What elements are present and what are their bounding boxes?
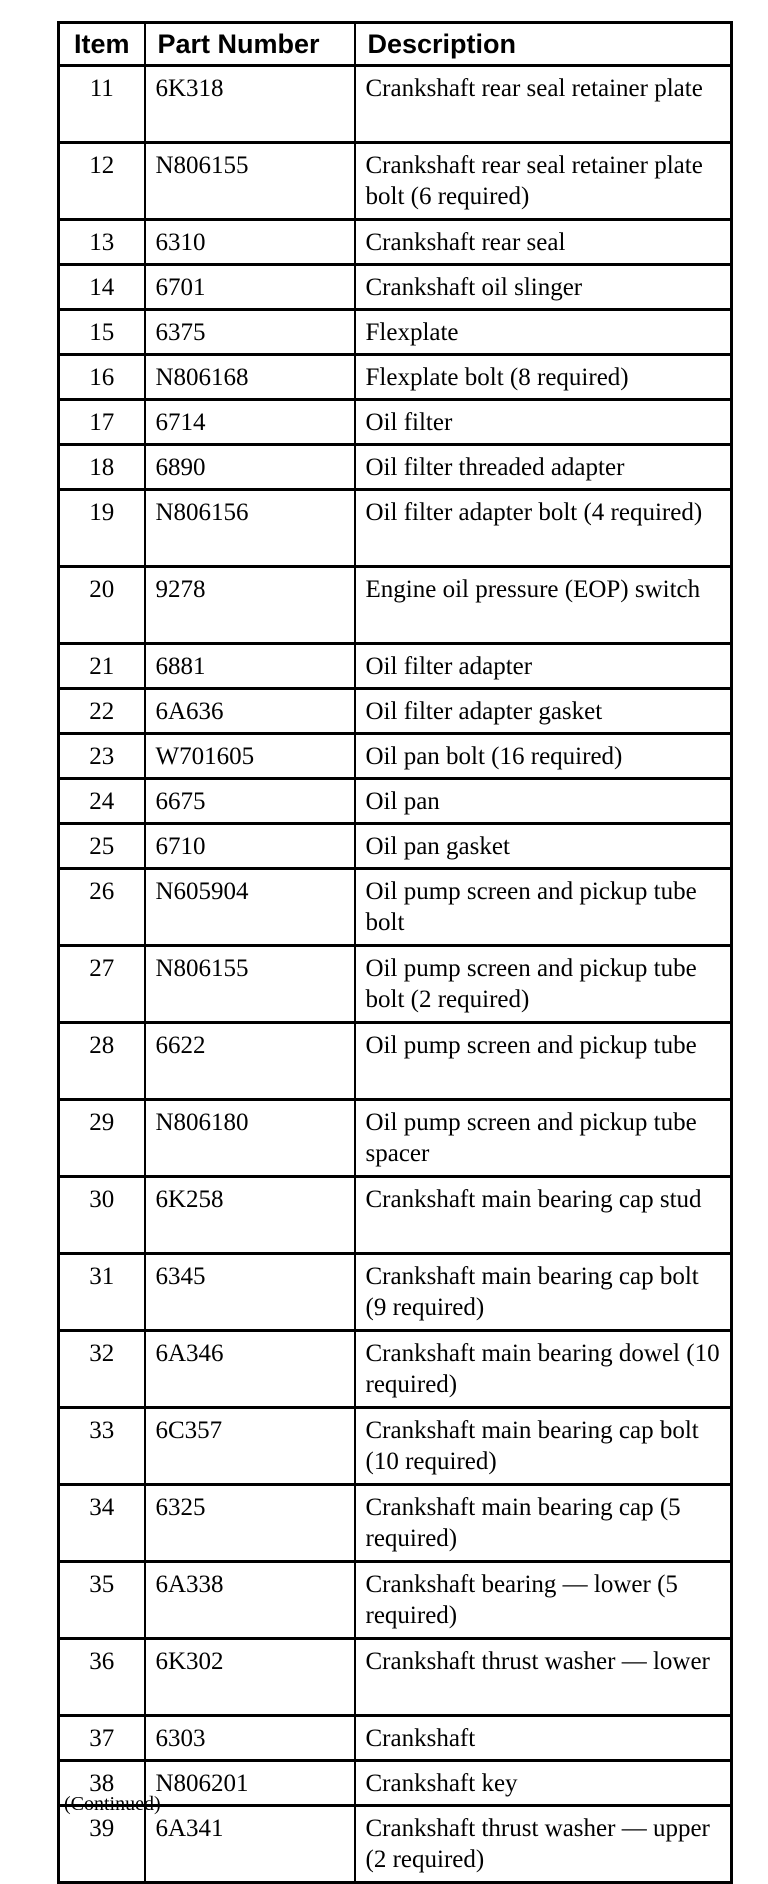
description-cell: Crankshaft oil slinger [355, 265, 732, 310]
table-header-row [59, 23, 732, 66]
description-cell: Crankshaft main bearing cap bolt (9 required) [355, 1254, 732, 1331]
description-cell: Crankshaft bearing — lower (5 required) [355, 1562, 732, 1639]
table-row [59, 1254, 732, 1331]
item-cell: 29 [59, 1100, 145, 1177]
table-row [59, 1100, 732, 1177]
table-row [59, 445, 732, 490]
description-cell: Oil pan [355, 779, 732, 824]
table-row [59, 644, 732, 689]
item-cell: 33 [59, 1408, 145, 1485]
item-cell: 18 [59, 445, 145, 490]
table-row [59, 1639, 732, 1716]
description-cell: Engine oil pressure (EOP) switch [355, 567, 732, 644]
part-number-cell: 6310 [145, 220, 355, 265]
item-cell: 24 [59, 779, 145, 824]
part-number-cell: 6A341 [145, 1806, 355, 1883]
parts-table [57, 21, 733, 1884]
description-cell: Crankshaft main bearing cap bolt (10 required) [355, 1408, 732, 1485]
table-row [59, 869, 732, 946]
item-cell: 26 [59, 869, 145, 946]
description-cell: Flexplate bolt (8 required) [355, 355, 732, 400]
item-cell: 22 [59, 689, 145, 734]
description-cell: Crankshaft rear seal [355, 220, 732, 265]
table-row [59, 779, 732, 824]
item-cell: 14 [59, 265, 145, 310]
table-row [59, 824, 732, 869]
part-number-cell: 6710 [145, 824, 355, 869]
part-number-cell: 6375 [145, 310, 355, 355]
table-row [59, 1562, 732, 1639]
item-cell: 25 [59, 824, 145, 869]
item-cell: 37 [59, 1716, 145, 1761]
part-number-cell: 6K258 [145, 1177, 355, 1254]
table-row [59, 567, 732, 644]
item-cell: 11 [59, 66, 145, 143]
table-row [59, 355, 732, 400]
item-cell: 28 [59, 1023, 145, 1100]
item-cell: 13 [59, 220, 145, 265]
item-cell: 38 [59, 1761, 145, 1806]
description-cell: Oil filter [355, 400, 732, 445]
table-row [59, 1331, 732, 1408]
part-number-cell: N806155 [145, 946, 355, 1023]
header-item: Item [59, 23, 145, 66]
table-row [59, 265, 732, 310]
item-cell: 39 [59, 1806, 145, 1883]
item-cell: 34 [59, 1485, 145, 1562]
table-row [59, 1485, 732, 1562]
part-number-cell: W701605 [145, 734, 355, 779]
description-cell: Crankshaft thrust washer — lower [355, 1639, 732, 1716]
item-cell: 35 [59, 1562, 145, 1639]
item-cell: 27 [59, 946, 145, 1023]
description-cell: Crankshaft rear seal retainer plate bolt (6 required) [355, 143, 732, 220]
description-cell: Oil filter adapter bolt (4 required) [355, 490, 732, 567]
part-number-cell: 6622 [145, 1023, 355, 1100]
part-number-cell: 6675 [145, 779, 355, 824]
table-row [59, 310, 732, 355]
table-row [59, 66, 732, 143]
table-row [59, 1023, 732, 1100]
part-number-cell: 6A636 [145, 689, 355, 734]
table-row [59, 220, 732, 265]
part-number-cell: 6325 [145, 1485, 355, 1562]
part-number-cell: 6345 [145, 1254, 355, 1331]
continued-note: (Continued) [64, 1793, 161, 1815]
item-cell: 16 [59, 355, 145, 400]
description-cell: Crankshaft main bearing cap stud [355, 1177, 732, 1254]
part-number-cell: N806156 [145, 490, 355, 567]
header-part-number: Part Number [145, 23, 355, 66]
parts-table-body [59, 66, 732, 1883]
description-cell: Crankshaft thrust washer — upper (2 required) [355, 1806, 732, 1883]
table-row [59, 734, 732, 779]
description-cell: Crankshaft key [355, 1761, 732, 1806]
table-row [59, 490, 732, 567]
table-row [59, 143, 732, 220]
part-number-cell: 6714 [145, 400, 355, 445]
part-number-cell: 9278 [145, 567, 355, 644]
description-cell: Oil pump screen and pickup tube [355, 1023, 732, 1100]
item-cell: 19 [59, 490, 145, 567]
description-cell: Crankshaft main bearing cap (5 required) [355, 1485, 732, 1562]
item-cell: 20 [59, 567, 145, 644]
part-number-cell: N806168 [145, 355, 355, 400]
part-number-cell: 6C357 [145, 1408, 355, 1485]
part-number-cell: 6881 [145, 644, 355, 689]
table-row [59, 1716, 732, 1761]
table-row [59, 1177, 732, 1254]
item-cell: 12 [59, 143, 145, 220]
description-cell: Oil filter threaded adapter [355, 445, 732, 490]
part-number-cell: 6K318 [145, 66, 355, 143]
item-cell: 23 [59, 734, 145, 779]
item-cell: 31 [59, 1254, 145, 1331]
part-number-cell: 6A346 [145, 1331, 355, 1408]
description-cell: Crankshaft main bearing dowel (10 required) [355, 1331, 732, 1408]
item-cell: 32 [59, 1331, 145, 1408]
description-cell: Crankshaft rear seal retainer plate [355, 66, 732, 143]
description-cell: Oil pan bolt (16 required) [355, 734, 732, 779]
part-number-cell: N806155 [145, 143, 355, 220]
description-cell: Oil pump screen and pickup tube bolt (2 required) [355, 946, 732, 1023]
table-row [59, 1806, 732, 1883]
item-cell: 17 [59, 400, 145, 445]
table-row [59, 946, 732, 1023]
description-cell: Oil filter adapter gasket [355, 689, 732, 734]
part-number-cell: 6303 [145, 1716, 355, 1761]
description-cell: Oil pan gasket [355, 824, 732, 869]
description-cell: Oil pump screen and pickup tube bolt [355, 869, 732, 946]
table-row [59, 400, 732, 445]
part-number-cell: 6A338 [145, 1562, 355, 1639]
part-number-cell: 6701 [145, 265, 355, 310]
table-row [59, 1408, 732, 1485]
description-cell: Crankshaft [355, 1716, 732, 1761]
part-number-cell: 6K302 [145, 1639, 355, 1716]
table-row [59, 689, 732, 734]
item-cell: 36 [59, 1639, 145, 1716]
description-cell: Oil filter adapter [355, 644, 732, 689]
part-number-cell: 6890 [145, 445, 355, 490]
item-cell: 21 [59, 644, 145, 689]
part-number-cell: N806180 [145, 1100, 355, 1177]
part-number-cell: N806201 [145, 1761, 355, 1806]
description-cell: Oil pump screen and pickup tube spacer [355, 1100, 732, 1177]
item-cell: 30 [59, 1177, 145, 1254]
item-cell: 15 [59, 310, 145, 355]
header-description: Description [355, 23, 732, 66]
description-cell: Flexplate [355, 310, 732, 355]
part-number-cell: N605904 [145, 869, 355, 946]
